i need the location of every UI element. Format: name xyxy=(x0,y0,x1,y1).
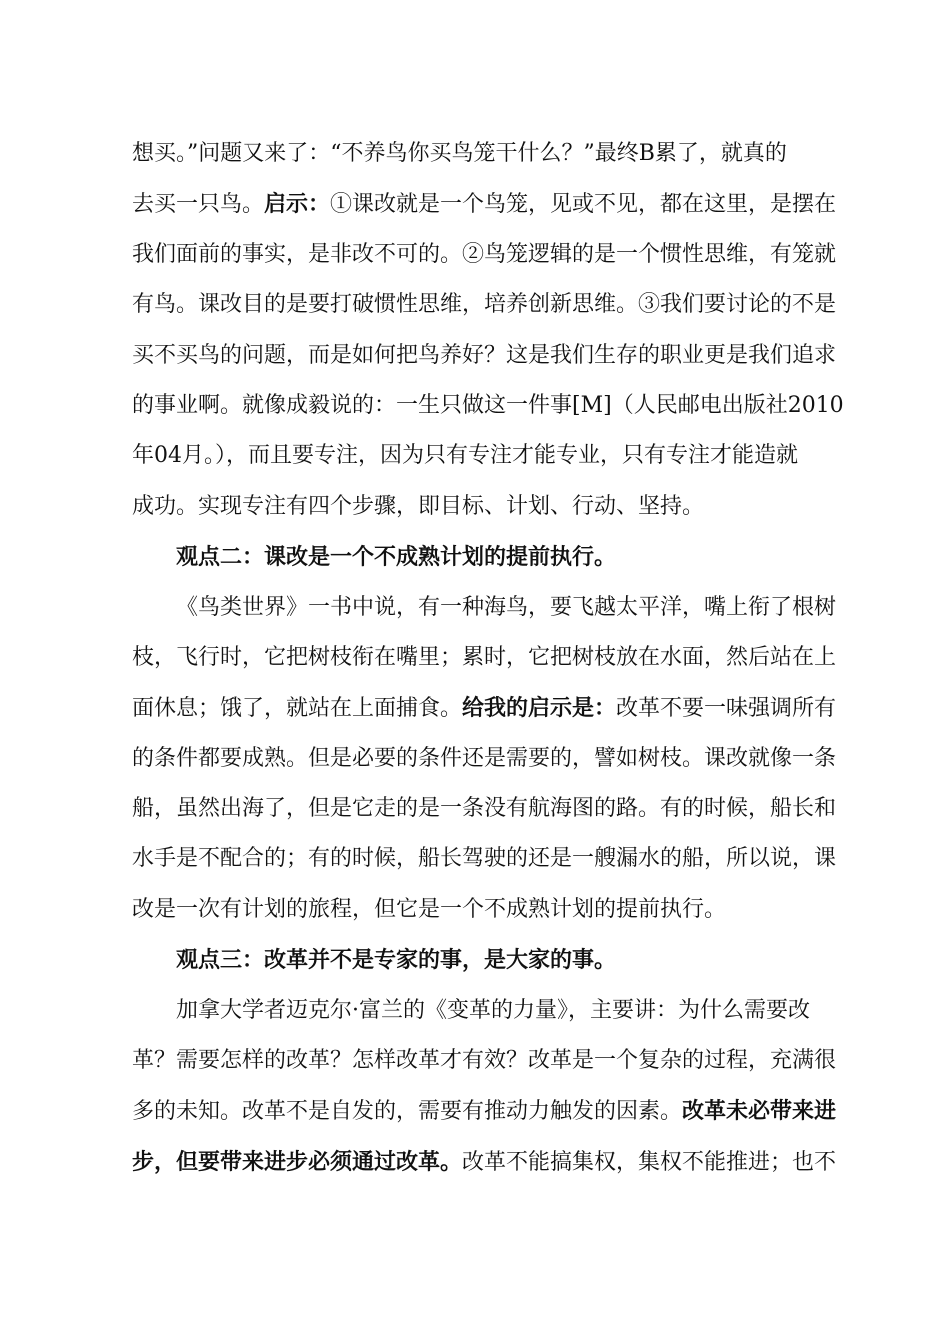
bold-text: 改革未必带来进 xyxy=(682,1098,837,1125)
text-run: 革？需要怎样的改革？怎样改革才有效？改革是一个复杂的过程，充满很 xyxy=(132,1048,837,1074)
text-run: 《鸟类世界》一书中说，有一种海鸟，要飞越太平洋，嘴上衔了根树 xyxy=(176,594,837,620)
text-line xyxy=(132,734,844,784)
text-run: 面休息；饿了，就站在上面捕食。 xyxy=(132,696,463,722)
document-body xyxy=(132,129,844,1187)
text-run: 改革不要一味强调所有 xyxy=(616,696,837,722)
text-line xyxy=(132,1086,844,1136)
text-line xyxy=(132,381,844,431)
text-line xyxy=(132,179,844,229)
text-run: 改是一次有计划的旅程，但它是一个不成熟计划的提前执行。 xyxy=(132,896,727,922)
text-run: 成功。实现专注有四个步骤，即目标、计划、行动、坚持。 xyxy=(132,493,705,519)
bold-text: 步，但要带来进步必须通过改革。 xyxy=(132,1148,463,1175)
text-line xyxy=(132,482,844,532)
text-run: 去买一只鸟。 xyxy=(132,192,265,218)
text-run: 改革不能搞集权，集权不能推进；也不 xyxy=(462,1149,837,1175)
text-run: 我们面前的事实，是非改不可的。②鸟笼逻辑的是一个惯性思维，有笼就 xyxy=(132,241,837,267)
text-run: 买不买鸟的问题，而是如何把鸟养好？这是我们生存的职业更是我们追求 xyxy=(132,342,837,368)
text-line xyxy=(132,885,844,935)
text-run: 想买。”问题又来了：“不养鸟你买鸟笼干什么？”最终B累了，就真的 xyxy=(132,141,787,166)
paragraph-first-line xyxy=(132,986,844,1036)
section-heading xyxy=(132,532,844,582)
text-run: 多的未知。改革不是自发的，需要有推动力触发的因素。 xyxy=(132,1099,683,1125)
text-line xyxy=(132,129,844,179)
text-line xyxy=(132,331,844,381)
text-line xyxy=(132,1137,844,1187)
section-heading xyxy=(132,935,844,985)
bold-label: 给我的启示是： xyxy=(462,695,617,722)
text-run: 有鸟。课改目的是要打破惯性思维，培养创新思维。③我们要讨论的不是 xyxy=(132,292,837,318)
text-run: ①课改就是一个鸟笼，见或不见，都在这里，是摆在 xyxy=(330,192,837,218)
text-line xyxy=(132,834,844,884)
text-line xyxy=(132,230,844,280)
text-run: 水手是不配合的；有的时候，船长驾驶的还是一艘漏水的船，所以说，课 xyxy=(132,846,837,872)
text-run: 船，虽然出海了，但是它走的是一条没有航海图的路。有的时候，船长和 xyxy=(132,796,837,822)
text-line xyxy=(132,431,844,481)
text-run: 年04月。），而且要专注，因为只有专注才能专业，只有专注才能造就 xyxy=(132,443,798,469)
text-run: 枝，飞行时，它把树枝衔在嘴里；累时，它把树枝放在水面，然后站在上 xyxy=(132,644,837,670)
text-run: 的事业啊。就像成毅说的：一生只做这一件事[M]（人民邮电出版社2010 xyxy=(132,392,844,418)
bold-label: 启示： xyxy=(264,191,331,218)
text-line xyxy=(132,1036,844,1086)
text-run: 加拿大学者迈克尔·富兰的《变革的力量》，主要讲：为什么需要改 xyxy=(176,997,810,1023)
text-line xyxy=(132,280,844,330)
paragraph-first-line xyxy=(132,583,844,633)
text-line xyxy=(132,633,844,683)
text-line xyxy=(132,784,844,834)
text-line xyxy=(132,683,844,733)
heading-text: 观点二：课改是一个不成熟计划的提前执行。 xyxy=(176,544,617,571)
text-run: 的条件都要成熟。但是必要的条件还是需要的，譬如树枝。课改就像一条 xyxy=(132,745,837,771)
heading-text: 观点三：改革并不是专家的事，是大家的事。 xyxy=(176,947,617,974)
